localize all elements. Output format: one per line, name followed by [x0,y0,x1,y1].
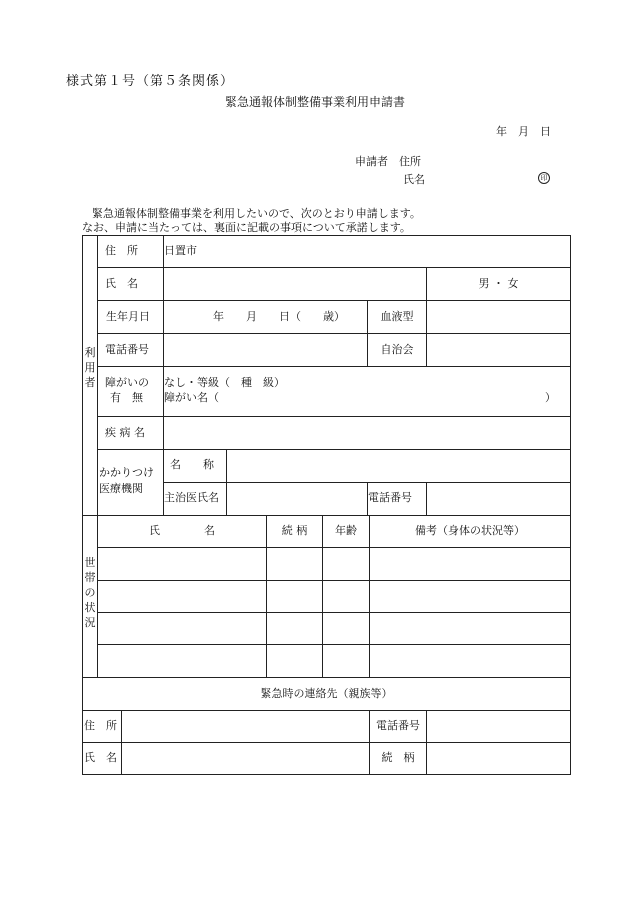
applicant-address-label: 申請者 住所 [355,155,421,168]
household-section-label: 世帯の状況 [84,556,96,629]
table-border-bottom [82,774,571,775]
disability-value-line1: なし・等級（ 種 級） [164,376,285,389]
clinic-divider-1 [226,449,227,515]
emergency-divider-1 [121,710,122,775]
illness-label: 疾 病 名 [105,426,145,439]
row-line [97,333,571,334]
document-title: 緊急通報体制整備事業利用申請書 [224,95,405,109]
row-line [97,580,571,581]
address-value: 日置市 [164,244,197,257]
clinic-label-line2: 医療機関 [99,482,143,495]
user-section-label: 利用者 [84,346,96,389]
section-divider-user [82,515,571,516]
application-date: 年 月 日 [496,125,551,138]
disability-label-line2: 有 無 [110,391,143,404]
row-line [97,267,571,268]
gender-field: 男 ・ 女 [478,277,519,290]
row-line [97,300,571,301]
birth-date-label: 生年月日 [106,310,150,323]
row-line [82,710,571,711]
household-divider-3 [369,515,370,677]
blood-divider-2 [426,300,427,366]
name-label: 氏 名 [105,277,138,290]
intro-line-1: 緊急通報体制整備事業を利用したいので、次のとおり申請します。 [92,207,421,220]
disability-value-line2: 障がい名（ [164,391,219,404]
emergency-phone-label: 電話番号 [376,719,420,732]
clinic-name-label: 名 称 [170,458,214,471]
household-header-remarks: 備考（身体の状況等） [415,524,525,537]
phone-label: 電話番号 [105,343,149,356]
application-form-table [82,235,571,775]
birth-date-value: 年 月 日（ 歳） [213,310,345,323]
household-divider-1 [266,515,267,677]
doctor-name-label: 主治医氏名 [164,491,219,504]
emergency-title: 緊急時の連絡先（親族等） [260,687,393,700]
emergency-address-label: 住 所 [84,719,117,732]
seal-icon: 印 [538,172,550,184]
row-line [97,547,571,548]
emergency-name-label: 氏 名 [84,751,117,764]
clinic-label-line1: かかりつけ [99,466,154,479]
row-line [82,742,571,743]
row-line [97,644,571,645]
table-border-top [82,235,571,236]
row-line [97,612,571,613]
intro-line-2: なお、申請に当たっては、裏面に記載の事項について承諾します。 [82,221,411,234]
label-column-divider [163,235,164,515]
row-line [97,416,571,417]
council-label: 自治会 [380,343,414,356]
household-header-age: 年齢 [335,524,357,537]
emergency-relation-label: 続 柄 [381,751,415,764]
clinic-divider-3 [426,482,427,515]
side-column-divider [97,235,98,677]
address-label: 住 所 [105,244,138,257]
household-header-relation: 続 柄 [281,524,308,537]
applicant-name-label: 氏名 [403,173,425,186]
form-number: 様式第１号（第５条関係） [66,74,235,89]
row-line [97,449,571,450]
clinic-phone-label: 電話番号 [368,491,412,504]
disability-close-paren: ） [545,391,556,404]
disability-label-line1: 障がいの [105,376,149,389]
emergency-divider-3 [426,710,427,775]
row-line [97,366,571,367]
blood-type-label: 血液型 [380,310,414,323]
household-header-name: 氏 名 [149,524,215,537]
section-divider-household [82,677,571,678]
household-divider-2 [322,515,323,677]
